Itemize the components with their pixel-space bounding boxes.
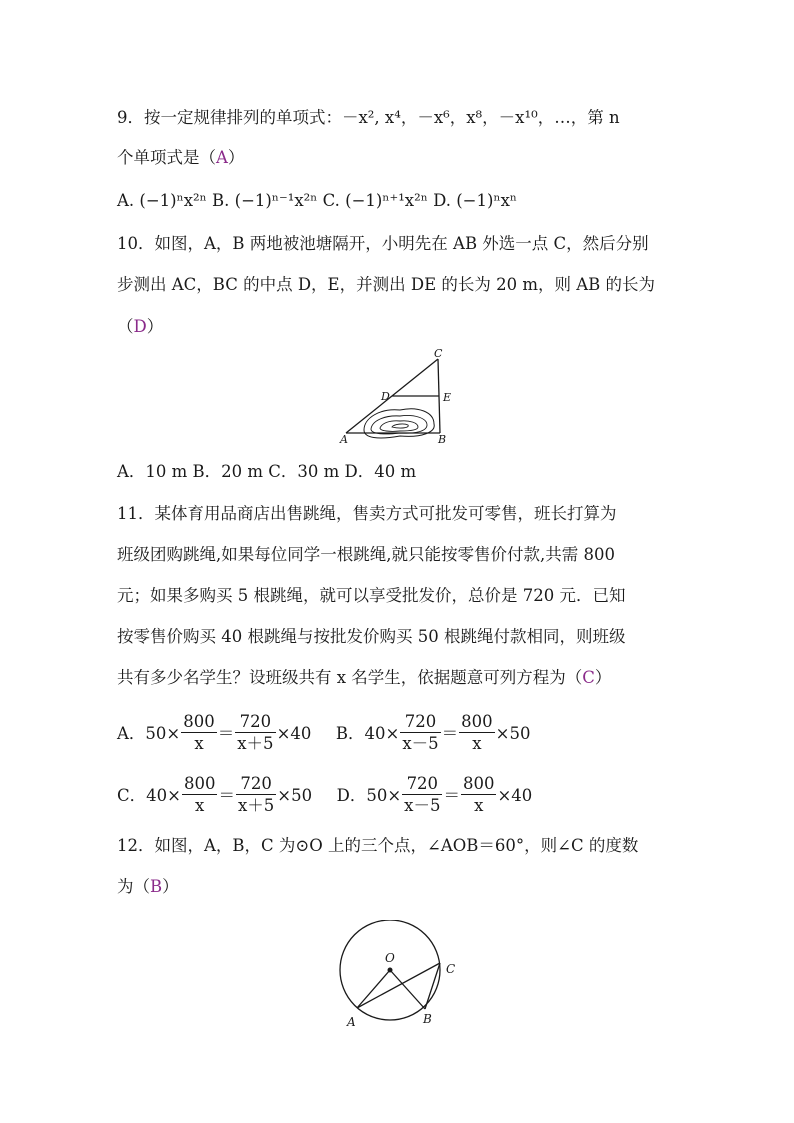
fraction-denominator: x－5: [404, 796, 441, 815]
option-a-fraction-2: [235, 711, 275, 754]
option-a-fraction-1: [181, 711, 217, 754]
fraction-numerator: 720: [236, 773, 276, 795]
fraction-denominator: x: [472, 734, 482, 753]
option-b-fraction-2: [459, 711, 495, 754]
q10-line2: 步测出 AC，BC 的中点 D，E，并测出 DE 的长为 20 m，则 AB 的长为: [117, 275, 656, 294]
q9-line2: [117, 146, 244, 170]
q9-stem-end: 个单项式是（: [117, 148, 216, 167]
label-b: B: [438, 433, 447, 446]
q10-line3: [117, 315, 163, 339]
label-c: C: [446, 962, 456, 976]
q11-line2: 班级团购跳绳,如果每位同学一根跳绳,就只能按零售价付款,共需 800: [117, 545, 615, 564]
q12-line2: [117, 875, 179, 899]
option-d-equals: ＝: [443, 786, 460, 805]
fraction-numerator: 800: [461, 712, 493, 731]
q10-options: A．10 m B．20 m C．30 m D．40 m: [117, 462, 417, 481]
q11-paren: ）: [594, 668, 612, 687]
option-c-tail: ×50: [277, 786, 313, 805]
option-d-fraction-2: [461, 773, 497, 816]
option-b-fraction-1: [400, 711, 440, 754]
fraction-denominator: x: [194, 734, 204, 753]
q11-option-c: [117, 774, 317, 815]
fraction-numerator: 800: [462, 774, 495, 793]
label-a: A: [347, 1015, 356, 1029]
label-c: C: [434, 347, 443, 360]
q11-options-ab: [117, 712, 531, 756]
fraction-numerator: 720: [402, 773, 442, 795]
q12-stem-end: 为（: [117, 877, 150, 896]
fraction-denominator: x－5: [402, 734, 439, 753]
fraction-numerator: 800: [183, 774, 216, 793]
q11-line3: 元；如果多购买 5 根跳绳，就可以享受批发价，总价是 720 元．已知: [117, 586, 626, 605]
q11-line1: 11．某体育用品商店出售跳绳，售卖方式可批发可零售，班长打算为: [117, 504, 617, 523]
q11-line5: [117, 666, 611, 690]
option-c-fraction-1: [182, 773, 218, 816]
option-a-coef: 50×: [145, 724, 181, 743]
q11-option-b: [335, 712, 531, 753]
q12-answer: B: [150, 877, 163, 896]
q10-paren-close: ）: [146, 317, 164, 336]
option-b-equals: ＝: [441, 724, 459, 743]
q11-line4: 按零售价购买 40 根跳绳与按批发价购买 50 根跳绳付款相同，则班级: [117, 627, 626, 646]
label-b: B: [423, 1012, 432, 1026]
pond-contour-3: [380, 421, 418, 432]
label-e: E: [443, 391, 452, 404]
option-d-label: D．: [336, 786, 367, 805]
option-a-equals: ＝: [217, 724, 235, 743]
option-d-coef: 50×: [366, 786, 402, 805]
fraction-denominator: x＋5: [237, 796, 275, 815]
q9-paren: ）: [227, 148, 245, 167]
option-b-coef: 40×: [364, 724, 400, 743]
q12-line1: 12．如图，A，B，C 为⊙O 上的三个点，∠AOB＝60°，则∠C 的度数: [117, 836, 639, 855]
q10-triangle-figure: [338, 346, 462, 446]
q11-option-d: [336, 774, 533, 815]
fraction-denominator: x＋5: [237, 734, 274, 753]
option-b-label: B．: [335, 724, 365, 743]
q9-options: A. (−1)ⁿx²ⁿ B. (−1)ⁿ⁻¹x²ⁿ C. (−1)ⁿ⁺¹x²ⁿ D. (−1)ⁿxⁿ: [117, 191, 518, 210]
q12-circle-figure: [330, 920, 470, 1035]
q10-paren-open: （: [117, 317, 134, 336]
fraction-numerator: 720: [235, 711, 275, 733]
option-d-tail: ×40: [497, 786, 533, 805]
option-a-tail: ×40: [276, 724, 312, 743]
segment-oa: [357, 970, 390, 1008]
q11-options-cd: [117, 774, 532, 818]
fraction-numerator: 720: [400, 711, 440, 733]
q11-answer: C: [582, 668, 595, 687]
option-d-fraction-1: [402, 773, 442, 816]
option-c-fraction-2: [236, 773, 276, 816]
q11-option-a: [117, 712, 317, 753]
fraction-numerator: 800: [183, 712, 215, 731]
option-b-tail: ×50: [495, 724, 531, 743]
q12-paren: ）: [162, 877, 179, 896]
label-o: O: [385, 951, 395, 965]
q9-answer: A: [216, 148, 228, 167]
option-a-label: A．: [117, 724, 146, 743]
option-c-equals: ＝: [218, 786, 235, 805]
q9-line1: 9．按一定规律排列的单项式：－x², x⁴，－x⁶，x⁸，－x¹⁰，…，第 n: [117, 108, 620, 127]
fraction-denominator: x: [474, 796, 484, 815]
label-d: D: [381, 390, 390, 403]
pond-contour-4: [392, 424, 408, 428]
option-c-coef: 40×: [146, 786, 181, 805]
option-c-label: C．: [117, 786, 147, 805]
q10-line1: 10．如图，A，B 两地被池塘隔开，小明先在 AB 外选一点 C，然后分别: [117, 234, 649, 253]
segment-ob: [390, 970, 425, 1009]
label-a: A: [340, 433, 348, 446]
q10-answer: D: [133, 317, 147, 336]
q11-stem-end: 共有多少名学生？设班级共有 x 名学生，依据题意可列方程为（: [117, 668, 583, 687]
fraction-denominator: x: [195, 796, 205, 815]
